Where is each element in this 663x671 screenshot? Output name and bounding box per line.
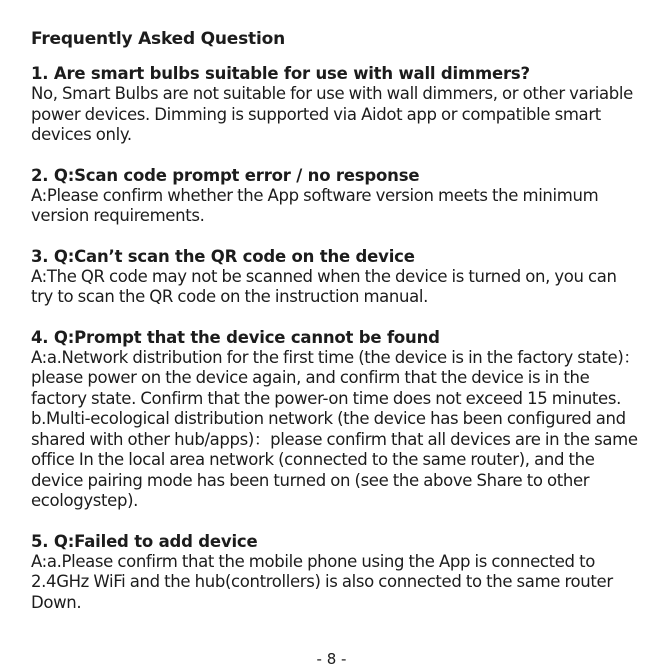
faq-question: 2. Q:Scan code prompt error / no response [31, 165, 420, 185]
faq-question: 1. Are smart bulbs suitable for use with wall dimmers? [31, 64, 530, 83]
faq-item-2 [31, 166, 641, 227]
faq-item-1 [31, 64, 641, 146]
faq-answer-paragraph: A:a.Network distribution for the first time (the device is in the factory state)：please power on the device again, and confirm that the device is in the factory state. Confirm that the power-on time does not exceed 15 minutes. [31, 347, 640, 408]
faq-question: 3. Q:Can’t scan the QR code on the device [31, 246, 415, 266]
faq-question: 5. Q:Failed to add device [31, 531, 258, 551]
faq-answer [31, 186, 641, 227]
faq-answer [31, 348, 641, 512]
faq-answer-paragraph: b.Multi-ecological distribution network (the device has been configured and shared with other hub/apps)：please confirm that all devices are in the same office In the local area network (connected to the same router), and the device pairing mode has been turned on (see the above Share to other ecologystep). [31, 409, 638, 510]
faq-item-3 [31, 247, 641, 308]
page-title: Frequently Asked Question [31, 29, 285, 49]
faq-page [31, 28, 641, 633]
faq-answer [31, 267, 641, 308]
faq-answer [31, 552, 641, 614]
faq-answer-paragraph: No, Smart Bulbs are not suitable for use with wall dimmers, or other variable power devices. Dimming is supported via Aidot app or compatible smart devices only. [31, 84, 633, 144]
faq-question: 4. Q:Prompt that the device cannot be found [31, 327, 440, 347]
faq-answer-paragraph: A:a.Please confirm that the mobile phone using the App is connected to 2.4GHz WiFi and the hub(controllers) is also connected to the same router Down. [31, 551, 613, 612]
faq-item-5 [31, 532, 641, 614]
faq-item-4 [31, 328, 641, 512]
page-number: - 8 - [316, 650, 347, 668]
faq-answer-paragraph: A:The QR code may not be scanned when the device is turned on, you can try to scan the QR code on the instruction manual. [31, 266, 617, 306]
faq-answer [31, 84, 641, 146]
faq-answer-paragraph: A:Please confirm whether the App software version meets the minimum version requirements. [31, 185, 599, 225]
